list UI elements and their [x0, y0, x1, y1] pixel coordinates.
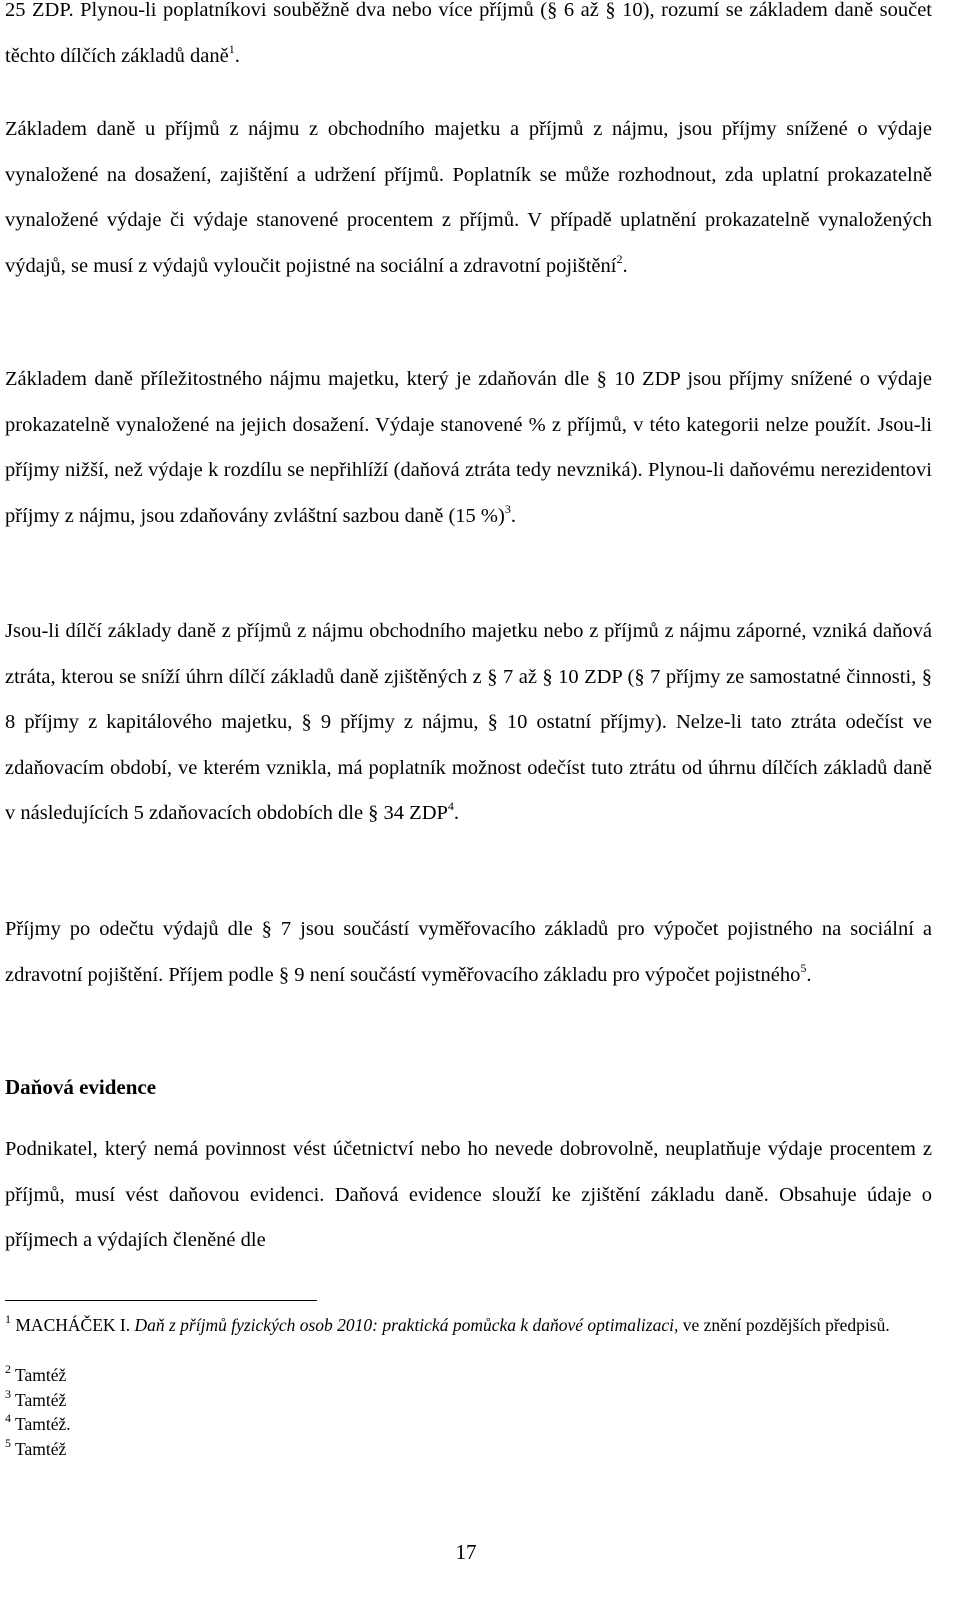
section-heading: Daňová evidence	[5, 1075, 157, 1099]
footnote-1: $^1$ MACHÁČEK I. Daň z příjmů fyzických osob 2010: praktická pomůcka k daňové optimalizaci, ve znění pozdějších předpisů.	[5, 1312, 890, 1335]
paragraph-1: 25 ZDP. Plynou-li poplatníkovi souběžně dva nebo více příjmů (§ 6 až § 10), rozumí se základem daně součet těchto dílčích základů daně$^1$.	[5, 0, 932, 67]
footnote-4: $^4$ Tamtéž.	[5, 1411, 71, 1434]
footnote-ref-5: 5	[800, 960, 807, 975]
footnote-ref-2: 2	[616, 251, 623, 266]
footnote-3: $^3$ Tamtéž	[5, 1387, 67, 1410]
paragraph-2: Základem daně u příjmů z nájmu z obchodního majetku a příjmů z nájmu, jsou příjmy snížené o výdaje vynaložené na dosažení, zajištění a udržení příjmů. Poplatník se může rozhodnout, zda uplatní prokazatelně vynaložené výdaje či výdaje stanovené procentem z příjmů. V případě uplatnění prokazatelně vynaložených výdajů, se musí z výdajů vyloučit pojistné na sociální a zdravotní pojištění$^2$.	[5, 118, 932, 277]
paragraph-3: Základem daně příležitostného nájmu majetku, který je zdaňován dle § 10 ZDP jsou příjmy snížené o výdaje prokazatelně vynaložené na jejich dosažení. Výdaje stanovené % z příjmů, v této kategorii nelze použít. Jsou-li příjmy nižší, než výdaje k rozdílu se nepřihlíží (daňová ztráta tedy nevzniká). Plynou-li daňovému nerezidentovi příjmy z nájmu, jsou zdaňovány zvláštní sazbou daně (15 %)$^3$.	[5, 368, 932, 527]
footnote-ref-3: 3	[504, 501, 511, 516]
paragraph-5: Příjmy po odečtu výdajů dle § 7 jsou součástí vyměřovacího základů pro výpočet pojistného na sociální a zdravotní pojištění. Příjem podle § 9 není součástí vyměřovacího základu pro výpočet pojistného$^5$.	[5, 918, 932, 986]
footnote-ref-1: 1	[228, 41, 235, 56]
footnote-5: $^5$ Tamtéž	[5, 1436, 67, 1459]
paragraph-4: Jsou-li dílčí základy daně z příjmů z nájmu obchodního majetku nebo z příjmů z nájmu záporné, vzniká daňová ztráta, kterou se sníží úhrn dílčí základů daně zjištěných z § 7 až § 10 ZDP (§ 7 příjmy ze samostatné činnosti, § 8 příjmy z kapitálového majetku, § 9 příjmy z nájmu, § 10 ostatní příjmy). Nelze-li tato ztráta odečíst ve zdaňovacím období, ve kterém vznikla, má poplatník možnost odečíst tuto ztrátu od úhrnu dílčích základů daně v následujících 5 zdaňovacích obdobích dle § 34 ZDP$^4$.	[5, 620, 932, 824]
footnote-separator	[5, 1300, 317, 1301]
footnote-ref-4: 4	[447, 799, 454, 814]
footnote-2: $^2$ Tamtéž	[5, 1362, 67, 1385]
page-number: 17	[455, 1540, 477, 1564]
paragraph-6: Podnikatel, který nemá povinnost vést účetnictví nebo ho nevede dobrovolně, neuplatňuje výdaje procentem z příjmů, musí vést daňovou evidenci. Daňová evidence slouží ke zjištění základu daně. Obsahuje údaje o příjmech a výdajích členěné dle	[5, 1138, 932, 1251]
